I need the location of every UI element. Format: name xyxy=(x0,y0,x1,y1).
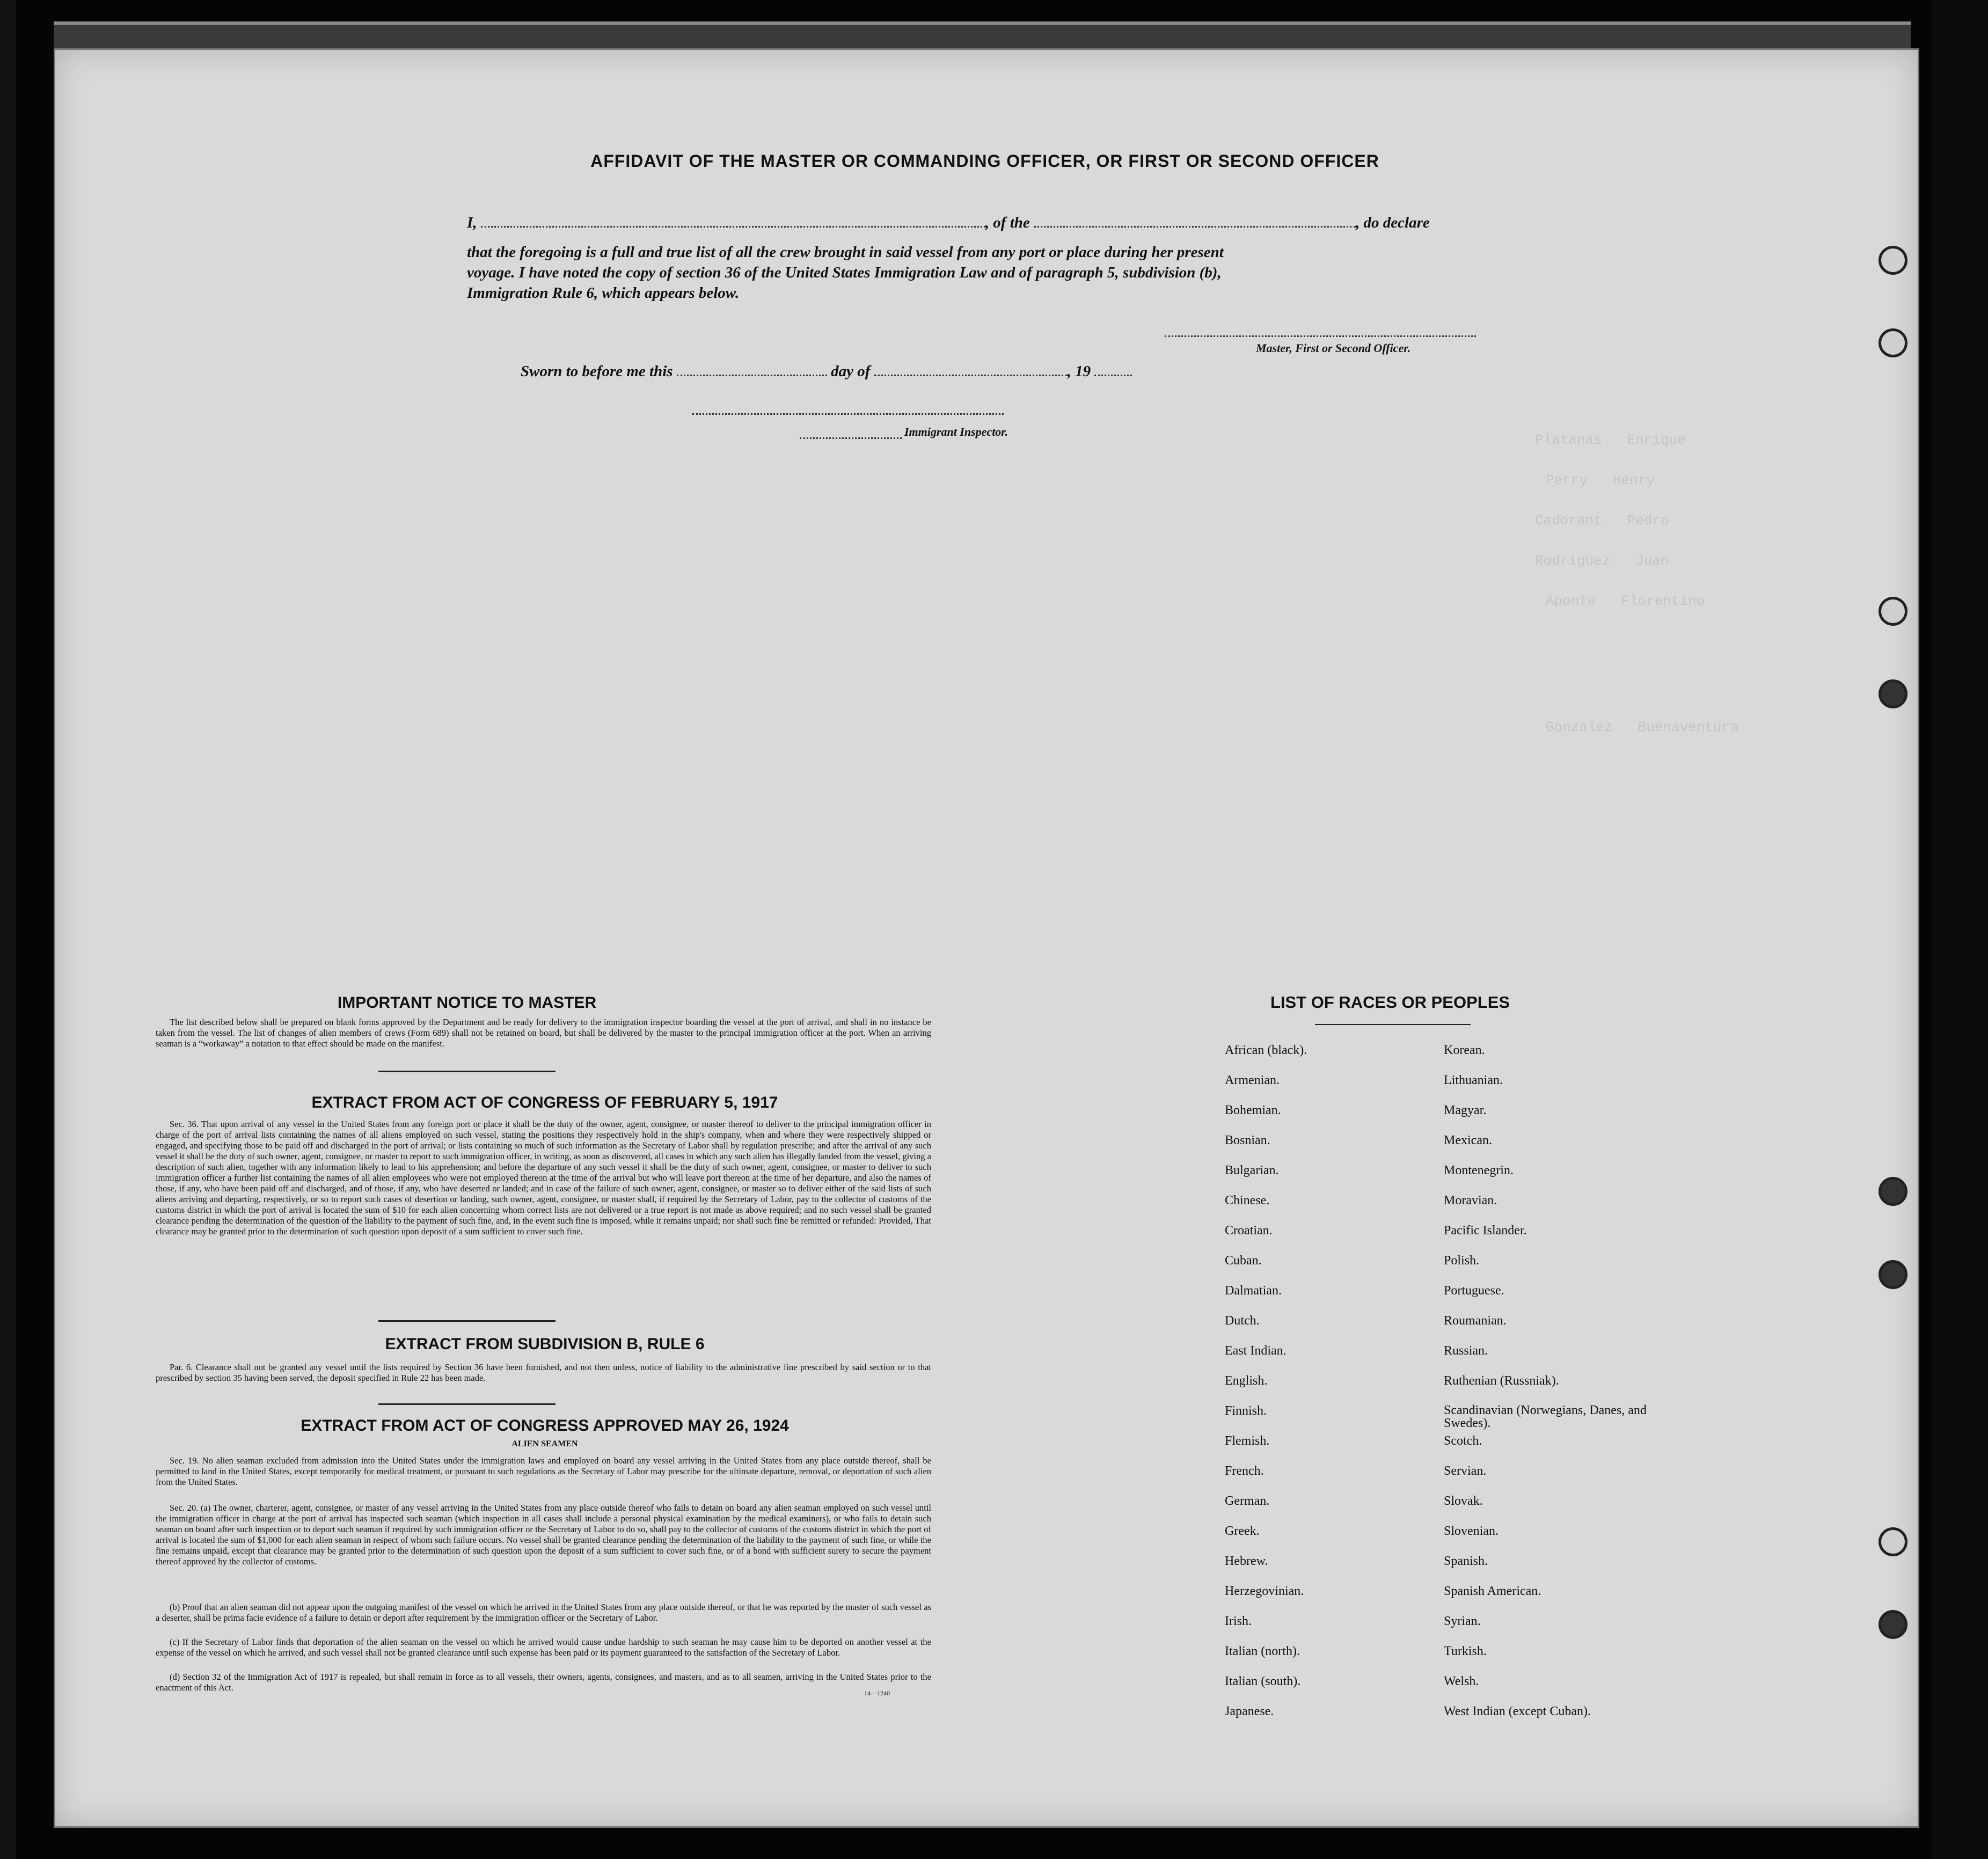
divider xyxy=(378,1320,556,1322)
race-item: Syrian. xyxy=(1444,1614,1481,1628)
bleed-through-text: Perry Henry xyxy=(1546,472,1655,488)
bleed-through-text: Cadorant Pedro xyxy=(1535,513,1669,529)
sworn-month-field[interactable] xyxy=(874,364,1068,376)
sworn-text: Sworn to before me this xyxy=(521,363,673,380)
inspector-signature-line[interactable] xyxy=(692,413,1004,415)
extract-1924-p2: Sec. 20. (a) The owner, charterer, agent, consignee, or master of any vessel arriving in the United States from any place outside thereof who fails to detain on board any alien seaman employed on such vessel until the immigration officer in charge at the port of arrival has inspected such seaman (which inspection in all cases shall include a personal physical examination by the medical examiners), or who fails to detain such seaman on board after such inspection or to deport such seaman if required by such immigration officer or the Secretary of Labor to do so, shall pay to the collector of customs of the customs district in which the port of arrival is located the sum of $1,000 for each alien seaman in respect of whom such failure occurs. No vessel shall be granted clearance pending the determination of the liability to the payment of such fine, or while the fine remains unpaid, except that clearance may be granted prior to the determination of such question upon the deposit of a sum sufficient to cover such fine, or of a bond with sufficient surety to secure the payment thereof approved by the collector of customs. xyxy=(156,1503,931,1567)
affidavit-declare: , do declare xyxy=(1356,214,1430,231)
race-item: East Indian. xyxy=(1225,1344,1287,1358)
master-signature-label: Master, First or Second Officer. xyxy=(1256,341,1411,355)
extract-1924-title: EXTRACT FROM ACT OF CONGRESS APPROVED MAY 26, 1924 xyxy=(301,1417,789,1434)
affidavit-i: I, xyxy=(467,214,477,231)
race-item: Montenegrin. xyxy=(1444,1163,1514,1177)
affidavit-text-3: voyage. I have noted the copy of section 36 of the United States Immigration Law and of paragraph 5, subdivision (b), xyxy=(467,264,1222,281)
race-item: Ruthenian (Russniak). xyxy=(1444,1374,1559,1388)
race-item: Irish. xyxy=(1225,1614,1252,1628)
race-item: Korean. xyxy=(1444,1043,1485,1057)
race-item: English. xyxy=(1225,1374,1268,1388)
affidavit-title: AFFIDAVIT OF THE MASTER OR COMMANDING OFFICER, OR FIRST OR SECOND OFFICER xyxy=(590,151,1379,171)
race-item: Japanese. xyxy=(1225,1704,1274,1718)
sworn-day-field[interactable] xyxy=(677,364,827,376)
races-title: LIST OF RACES OR PEOPLES xyxy=(1270,993,1510,1012)
extract-1924-subtitle: ALIEN SEAMEN xyxy=(511,1439,578,1448)
race-item: Armenian. xyxy=(1225,1073,1280,1087)
punch-hole xyxy=(1879,246,1907,275)
race-item: African (black). xyxy=(1225,1043,1307,1057)
right-margin-strip xyxy=(1932,0,1988,1859)
name-field[interactable] xyxy=(481,215,985,228)
race-item: Magyar. xyxy=(1444,1103,1487,1117)
extract-rule6-title: EXTRACT FROM SUBDIVISION B, RULE 6 xyxy=(385,1335,705,1353)
divider xyxy=(378,1403,556,1405)
race-item: Bosnian. xyxy=(1225,1133,1270,1147)
year-prefix: , 19 xyxy=(1067,363,1091,380)
bleed-through-text: Aponte Florentino xyxy=(1546,593,1705,609)
form-number: 14—1240 xyxy=(864,1689,890,1697)
affidavit-of-the: , of the xyxy=(985,214,1030,231)
bleed-through-text: Rodriguez Juan xyxy=(1535,553,1669,569)
race-item: Spanish. xyxy=(1444,1554,1488,1568)
race-item: Italian (north). xyxy=(1225,1644,1300,1658)
sworn-line xyxy=(521,361,1218,382)
sworn-year-field[interactable] xyxy=(1094,364,1132,376)
race-item: Flemish. xyxy=(1225,1434,1270,1448)
race-item: West Indian (except Cuban). xyxy=(1444,1704,1591,1718)
punch-hole xyxy=(1879,1610,1907,1639)
notice-title: IMPORTANT NOTICE TO MASTER xyxy=(337,994,597,1012)
race-item: Welsh. xyxy=(1444,1674,1479,1688)
races-left-column xyxy=(1225,1043,1429,1734)
divider xyxy=(1315,1024,1471,1025)
bleed-through-text: Gonzalez Buenaventura xyxy=(1546,719,1738,735)
punch-hole xyxy=(1879,1260,1907,1289)
bleed-through-text: Platanas Enrique xyxy=(1535,432,1686,448)
races-right-column xyxy=(1444,1043,1669,1734)
race-item: Turkish. xyxy=(1444,1644,1487,1658)
extract-1924-p1: Sec. 19. No alien seaman excluded from admission into the United States under the immigration laws and employed on board any vessel arriving in the United States from any place outside thereof, shall be permitted to land in the United States, except temporarily for medical treatment, or pursuant to such regulations as the Secretary of Labor may prescribe for the ultimate departure, removal, or deportation of such alien from the United States. xyxy=(156,1455,931,1487)
race-item: Dalmatian. xyxy=(1225,1284,1282,1298)
extract-1917-title: EXTRACT FROM ACT OF CONGRESS OF FEBRUARY 5, 1917 xyxy=(311,1094,778,1111)
race-item: German. xyxy=(1225,1494,1270,1508)
race-item: Mexican. xyxy=(1444,1133,1492,1147)
race-item: Bulgarian. xyxy=(1225,1163,1279,1177)
race-item: Portuguese. xyxy=(1444,1284,1504,1298)
inspector-label: Immigrant Inspector. xyxy=(904,425,1008,438)
race-item: Pacific Islander. xyxy=(1444,1224,1527,1238)
extract-1917-body: Sec. 36. That upon arrival of any vessel in the United States from any foreign port or place it shall be the duty of the owner, agent, consignee, or master thereof to deliver to the principal immigration officer in charge of the port of arrival lists containing the names of all aliens employed on such vessel, stating the positions they respectively hold in the ship's company, when and where they were respectively shipped or engaged, and specifying those to be paid off and discharged in the port of arrival; or lists containing so much of such information as the Secretary of Labor shall by regulation prescribe; and after the arrival of any such vessel it shall be the duty of such owner, agent, consignee, or master to report to such immigration officer, in writing, as soon as discovered, all cases in which any such alien has illegally landed from the vessel, giving a description of such alien, together with any information likely to lead to his apprehension; and before the departure of any such vessel it shall be the duty of such owner, agent, consignee, or master to deliver to such immigration officer a further list containing the names of all alien employees who were not employed thereon at the time of the arrival but who will leave port thereon at the time of her departure, and also the names of those, if any, who have been paid off and discharged, and of those, if any, who have deserted or landed; and in case of the failure of such owner, agent, consignee, or master so to deliver either of the said lists of such aliens arriving and departing, respectively, or so to report such cases of desertion or landing, such owner, agent, consignee, or master shall, if required by the Secretary of Labor, pay to the collector of customs of the customs district in which the port of arrival is located the sum of $10 for each alien concerning whom correct lists are not delivered or a true report is not made as above required; and no such vessel shall be granted clearance pending the determination of the question of the liability to the payment of such fine, and, in the event such fine is imposed, while it remains unpaid; nor shall such fine be remitted or refunded: Provided, That clearance may be granted prior to the determination of such question upon deposit of a sum sufficient to cover such fine. xyxy=(156,1119,931,1236)
race-item: Dutch. xyxy=(1225,1314,1260,1328)
vessel-field[interactable] xyxy=(1034,215,1356,228)
race-item: Spanish American. xyxy=(1444,1584,1541,1598)
affidavit-text-4: Immigration Rule 6, which appears below. xyxy=(467,284,740,302)
race-item: Servian. xyxy=(1444,1464,1487,1478)
punch-hole xyxy=(1879,679,1907,708)
left-margin-strip xyxy=(0,0,16,1859)
race-item: Moravian. xyxy=(1444,1194,1497,1207)
race-item: Italian (south). xyxy=(1225,1674,1301,1688)
race-item: Greek. xyxy=(1225,1524,1260,1538)
race-item: Polish. xyxy=(1444,1254,1480,1268)
race-item: Chinese. xyxy=(1225,1194,1270,1207)
race-item: Scotch. xyxy=(1444,1434,1482,1448)
race-item: Herzegovinian. xyxy=(1225,1584,1304,1598)
race-item: Roumanian. xyxy=(1444,1314,1507,1328)
extract-1924-p4: (c) If the Secretary of Labor finds that deportation of the alien seaman on the vessel on which he arrived would cause undue hardship to such seaman he may cause him to be deported on another vessel at the expense of the vessel on which he arrived, and such vessel shall not be granted clearance until such expense has been paid or its payment guaranteed to the satisfaction of the Secretary of Labor. xyxy=(156,1637,931,1658)
race-item: Cuban. xyxy=(1225,1254,1262,1268)
race-item: Lithuanian. xyxy=(1444,1073,1503,1087)
punch-hole xyxy=(1879,1527,1907,1556)
race-item: Russian. xyxy=(1444,1344,1488,1358)
race-item: Bohemian. xyxy=(1225,1103,1281,1117)
inspector-signature-line-2[interactable] xyxy=(800,437,902,439)
race-item: Slovenian. xyxy=(1444,1524,1499,1538)
punch-hole xyxy=(1879,328,1907,357)
affidavit-declaration-line xyxy=(467,212,1514,233)
race-item: French. xyxy=(1225,1464,1264,1478)
punch-hole xyxy=(1879,1177,1907,1206)
master-signature-line[interactable] xyxy=(1165,335,1476,337)
extract-1924-p3: (b) Proof that an alien seaman did not appear upon the outgoing manifest of the vessel on which he arrived in the United States from any place outside thereof, or that he was reported by the master of such vessel as a deserter, shall be prima facie evidence of a failure to detain or deport after requirement by the immigration officer or the Secretary of Labor. xyxy=(156,1602,931,1623)
race-item: Finnish. xyxy=(1225,1404,1267,1418)
affidavit-text-2: that the foregoing is a full and true list of all the crew brought in said vessel from any port or place during her present xyxy=(467,244,1224,261)
day-of-text: day of xyxy=(831,363,871,380)
extract-1924-p5: (d) Section 32 of the Immigration Act of 1917 is repealed, but shall remain in force as to all vessels, their owners, agents, consignees, and masters, and as to all seamen, arriving in the United States prior to the enactment of this Act. xyxy=(156,1672,931,1693)
race-item: Hebrew. xyxy=(1225,1554,1268,1568)
race-item: Croatian. xyxy=(1225,1224,1273,1238)
race-item: Scandinavian (Norwegians, Danes, and Swedes). xyxy=(1444,1403,1647,1430)
notice-body: The list described below shall be prepared on blank forms approved by the Department and be ready for delivery to the immigration inspector boarding the vessel at the port of arrival, and shall in no instance be taken from the vessel. The list of changes of alien members of crews (Form 689) shall not be retained on board, but shall be delivered by the master to the principal immigration officer at the port. When an arriving seaman is a “workaway” a notation to that effect should be made on the manifest. xyxy=(156,1017,931,1049)
punch-hole xyxy=(1879,597,1907,626)
extract-rule6-body: Par. 6. Clearance shall not be granted any vessel until the lists required by Section 36 have been furnished, and not then unless, notice of liability to the administrative fine prescribed by said section or to that prescribed by section 35 having been served, the deposit specified in Rule 22 has been made. xyxy=(156,1362,931,1383)
race-item: Slovak. xyxy=(1444,1494,1483,1508)
divider xyxy=(378,1071,556,1072)
